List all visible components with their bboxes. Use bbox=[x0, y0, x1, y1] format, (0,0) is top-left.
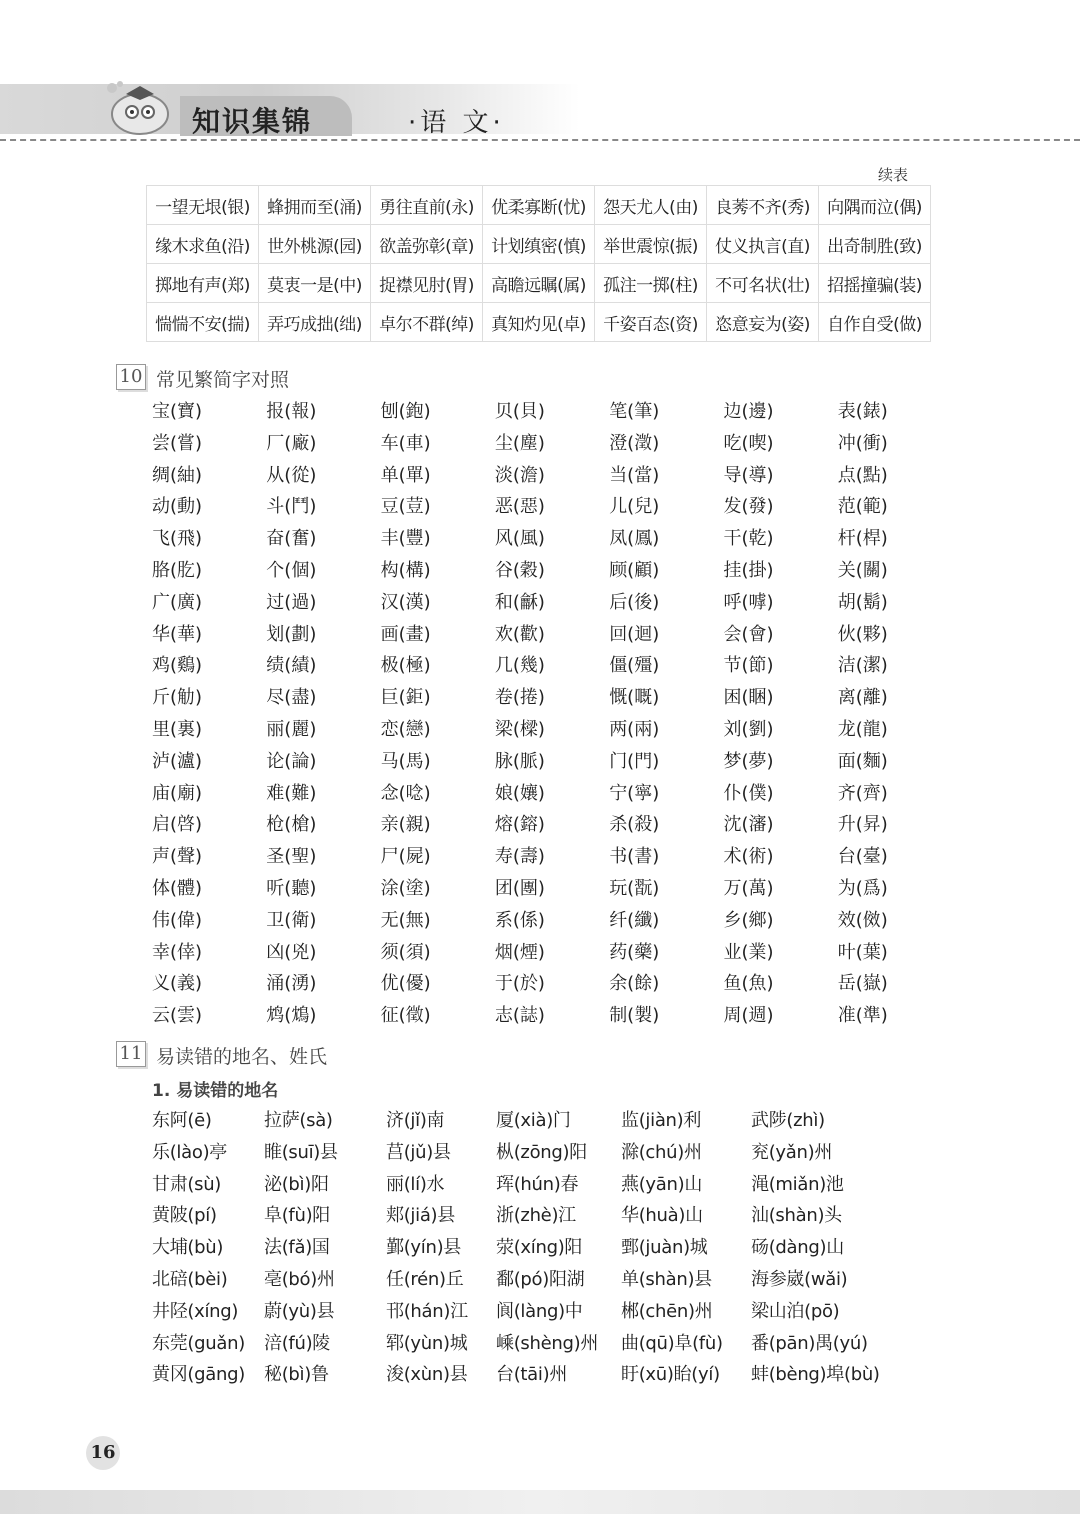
list-item: 涪(fú)陵 bbox=[264, 1332, 330, 1354]
list-item: 胡(鬍) bbox=[837, 591, 888, 613]
list-item: 万(萬) bbox=[723, 877, 774, 899]
list-item: 笔(筆) bbox=[609, 401, 660, 422]
list-item: 大埔(bù) bbox=[152, 1237, 224, 1259]
list-item: 济(jǐ)南 bbox=[386, 1110, 445, 1131]
list-item: 几(幾) bbox=[494, 655, 545, 677]
idiom-cell: 掷地有声(郑) bbox=[147, 264, 259, 303]
list-item: 冲(衝) bbox=[837, 432, 888, 454]
list-item: 巨(鉅) bbox=[380, 687, 431, 709]
list-item: 蚌(bèng)埠(bù) bbox=[751, 1364, 880, 1386]
list-item: 风(風) bbox=[494, 528, 545, 550]
list-item: 凤(鳳) bbox=[609, 528, 660, 550]
list-item: 吃(喫) bbox=[723, 432, 774, 454]
idiom-cell: 不可名状(壮) bbox=[707, 264, 819, 303]
idiom-cell: 恣意妄为(姿) bbox=[707, 303, 819, 342]
idiom-cell: 计划缜密(慎) bbox=[483, 225, 595, 264]
table-row bbox=[147, 225, 931, 264]
list-item: 汉(漢) bbox=[380, 591, 431, 613]
section-number: 11 bbox=[116, 1041, 146, 1067]
idiom-cell: 怨天尤人(由) bbox=[595, 186, 707, 225]
list-item: 鄞(yín)县 bbox=[386, 1237, 462, 1259]
list-item: 个(個) bbox=[266, 559, 317, 581]
list-item: 厂(廠) bbox=[266, 432, 317, 454]
list-item: 仆(僕) bbox=[723, 782, 774, 804]
idiom-cell: 惴惴不安(揣) bbox=[147, 303, 259, 342]
list-item: 术(術) bbox=[723, 846, 774, 868]
section-title: 易读错的地名、姓氏 bbox=[156, 1046, 328, 1068]
list-item: 业(業) bbox=[723, 941, 774, 963]
list-item: 砀(dàng)山 bbox=[751, 1237, 844, 1259]
list-item: 团(團) bbox=[494, 877, 545, 899]
list-item: 系(係) bbox=[494, 909, 545, 931]
header-divider bbox=[0, 139, 1080, 141]
list-item: 贝(貝) bbox=[494, 401, 545, 422]
list-item: 海参崴(wǎi) bbox=[751, 1268, 848, 1290]
list-item: 东阿(ē) bbox=[152, 1110, 212, 1131]
list-item: 鱼(魚) bbox=[723, 973, 774, 995]
list-item: 监(jiàn)利 bbox=[621, 1110, 702, 1131]
list-item: 斤(觔) bbox=[152, 687, 203, 709]
list-item: 启(啓) bbox=[152, 814, 203, 836]
list-item: 回(迴) bbox=[609, 623, 660, 645]
list-item: 效(傚) bbox=[837, 909, 888, 931]
list-item: 后(後) bbox=[609, 591, 660, 613]
list-item: 纤(纖) bbox=[609, 909, 660, 931]
list-item: 嵊(shèng)州 bbox=[496, 1332, 599, 1354]
list-item: 儿(兒) bbox=[609, 496, 660, 518]
list-item: 梁山泊(pō) bbox=[751, 1300, 840, 1322]
list-item: 圣(聖) bbox=[266, 846, 317, 868]
list-item: 澄(澂) bbox=[609, 432, 660, 454]
list-item: 构(構) bbox=[380, 559, 431, 581]
list-item: 为(爲) bbox=[837, 877, 888, 899]
list-item: 顾(顧) bbox=[609, 559, 660, 581]
list-item: 枞(zōng)阳 bbox=[496, 1141, 587, 1163]
list-item: 僵(殭) bbox=[609, 655, 660, 677]
list-item: 困(睏) bbox=[723, 687, 774, 709]
list-item: 涌(湧) bbox=[266, 973, 317, 995]
list-item: 法(fǎ)国 bbox=[264, 1237, 330, 1259]
list-item: 燕(yān)山 bbox=[621, 1173, 703, 1195]
list-item: 枪(槍) bbox=[266, 814, 317, 836]
idiom-cell: 一望无垠(银) bbox=[147, 186, 259, 225]
list-item: 制(製) bbox=[609, 1005, 660, 1027]
list-item: 伟(偉) bbox=[152, 909, 203, 931]
list-item: 睢(suī)县 bbox=[264, 1141, 338, 1163]
list-item: 淡(澹) bbox=[494, 464, 545, 486]
idiom-cell: 举世震惊(振) bbox=[595, 225, 707, 264]
list-item: 拉萨(sà) bbox=[264, 1110, 333, 1131]
list-item: 厦(xià)门 bbox=[496, 1110, 571, 1131]
list-item: 泌(bì)阳 bbox=[264, 1173, 329, 1195]
list-item: 伙(夥) bbox=[837, 623, 888, 645]
list-item: 任(rén)丘 bbox=[386, 1268, 464, 1290]
list-item: 恶(惡) bbox=[494, 496, 545, 518]
list-item: 杆(桿) bbox=[837, 528, 888, 550]
list-item: 药(藥) bbox=[609, 941, 660, 963]
list-item: 鸡(鷄) bbox=[152, 655, 203, 677]
list-item: 两(兩) bbox=[609, 718, 660, 740]
list-item: 番(pān)禺(yú) bbox=[751, 1332, 868, 1354]
list-item: 志(誌) bbox=[494, 1005, 545, 1027]
list-item: 极(極) bbox=[380, 655, 431, 677]
list-item: 台(tāi)州 bbox=[496, 1364, 568, 1386]
list-item: 鄄(juàn)城 bbox=[621, 1237, 708, 1259]
list-item: 黄冈(gāng) bbox=[152, 1364, 245, 1386]
list-item: 节(節) bbox=[723, 655, 774, 677]
idiom-cell: 向隅而泣(偶) bbox=[819, 186, 931, 225]
list-item: 盱(xū)眙(yí) bbox=[621, 1364, 720, 1386]
list-item: 华(huà)山 bbox=[621, 1205, 703, 1227]
list-item: 谷(穀) bbox=[494, 559, 545, 581]
list-item: 车(車) bbox=[380, 432, 431, 454]
list-item: 洁(潔) bbox=[837, 655, 888, 677]
list-item: 梁(樑) bbox=[494, 718, 545, 740]
list-item: 升(昇) bbox=[837, 814, 888, 836]
list-item: 阜(fù)阳 bbox=[264, 1205, 330, 1227]
owl-mascot-icon bbox=[104, 80, 174, 136]
list-item: 须(須) bbox=[380, 941, 431, 963]
page-number: 16 bbox=[86, 1436, 120, 1470]
list-item: 过(過) bbox=[266, 591, 317, 613]
list-item: 云(雲) bbox=[152, 1005, 203, 1027]
idiom-cell: 高瞻远瞩(属) bbox=[483, 264, 595, 303]
list-item: 绩(績) bbox=[266, 655, 317, 677]
list-item: 秘(bì)鲁 bbox=[264, 1364, 329, 1386]
list-item: 武陟(zhì) bbox=[751, 1110, 825, 1131]
list-item: 烟(煙) bbox=[494, 941, 545, 963]
list-item: 体(體) bbox=[152, 877, 203, 899]
list-item: 岳(嶽) bbox=[837, 973, 888, 995]
idiom-cell: 孤注一掷(柱) bbox=[595, 264, 707, 303]
list-item: 优(優) bbox=[380, 973, 431, 995]
list-item: 胳(肐) bbox=[152, 559, 203, 581]
list-item: 浚(xùn)县 bbox=[386, 1364, 468, 1386]
idiom-cell: 莫衷一是(中) bbox=[259, 264, 371, 303]
table-row bbox=[147, 264, 931, 303]
list-item: 沈(瀋) bbox=[723, 814, 774, 836]
list-item: 台(臺) bbox=[837, 846, 888, 868]
list-item: 渑(miǎn)池 bbox=[751, 1173, 844, 1195]
list-item: 难(難) bbox=[266, 782, 317, 804]
list-item: 荥(xíng)阳 bbox=[496, 1237, 583, 1259]
idiom-cell: 欲盖弥彰(章) bbox=[371, 225, 483, 264]
list-item: 刨(鉋) bbox=[380, 401, 431, 422]
list-item: 丰(豐) bbox=[380, 528, 431, 550]
list-item: 泸(瀘) bbox=[152, 750, 203, 772]
list-item: 鸩(鴆) bbox=[266, 1005, 317, 1027]
list-item: 绸(紬) bbox=[152, 464, 203, 486]
list-item: 叶(葉) bbox=[837, 941, 888, 963]
list-item: 娘(孃) bbox=[494, 782, 545, 804]
idiom-cell: 优柔寡断(忧) bbox=[483, 186, 595, 225]
footer-band bbox=[0, 1490, 1080, 1514]
list-item: 汕(shàn)头 bbox=[751, 1205, 842, 1227]
idiom-cell: 良莠不齐(秀) bbox=[707, 186, 819, 225]
list-item: 鄱(pó)阳湖 bbox=[496, 1268, 585, 1290]
list-item: 动(動) bbox=[152, 496, 203, 518]
list-item: 准(準) bbox=[837, 1005, 888, 1027]
table-row bbox=[147, 186, 931, 225]
subject-label: ·语 文· bbox=[408, 108, 505, 138]
list-item: 郓(yùn)城 bbox=[386, 1332, 468, 1354]
list-item: 导(導) bbox=[723, 464, 774, 486]
idiom-cell: 捉襟见肘(胃) bbox=[371, 264, 483, 303]
list-item: 书(書) bbox=[609, 846, 660, 868]
idiom-cell: 世外桃源(园) bbox=[259, 225, 371, 264]
list-item: 斗(鬥) bbox=[266, 496, 317, 518]
list-item: 尽(盡) bbox=[266, 687, 317, 709]
list-item: 义(義) bbox=[152, 973, 203, 995]
section-number: 10 bbox=[116, 364, 146, 390]
list-item: 宝(寶) bbox=[152, 401, 203, 422]
list-item: 单(單) bbox=[380, 464, 431, 486]
place-names-grid bbox=[152, 1106, 912, 1392]
idiom-cell: 招摇撞骗(装) bbox=[819, 264, 931, 303]
continued-label: 续表 bbox=[878, 166, 909, 184]
list-item: 余(餘) bbox=[609, 973, 660, 995]
list-item: 当(當) bbox=[609, 464, 660, 486]
list-item: 听(聽) bbox=[266, 877, 317, 899]
list-item: 黄陂(pí) bbox=[152, 1205, 217, 1227]
list-item: 阆(làng)中 bbox=[496, 1300, 583, 1322]
header-title: 知识集锦 bbox=[192, 105, 313, 138]
list-item: 表(錶) bbox=[837, 401, 888, 422]
traditional-chars-grid bbox=[152, 397, 952, 1033]
list-item: 声(聲) bbox=[152, 846, 203, 868]
list-item: 点(點) bbox=[837, 464, 888, 486]
list-item: 玩(翫) bbox=[609, 877, 660, 899]
list-item: 广(廣) bbox=[152, 591, 203, 613]
list-item: 杀(殺) bbox=[609, 814, 660, 836]
list-item: 凶(兇) bbox=[266, 941, 317, 963]
list-item: 齐(齊) bbox=[837, 782, 888, 804]
list-item: 熔(鎔) bbox=[494, 814, 545, 836]
idiom-cell: 弄巧成拙(绌) bbox=[259, 303, 371, 342]
list-item: 梦(夢) bbox=[723, 750, 774, 772]
idiom-cell: 出奇制胜(致) bbox=[819, 225, 931, 264]
list-item: 蔚(yù)县 bbox=[264, 1300, 335, 1322]
list-item: 尝(嘗) bbox=[152, 432, 203, 454]
list-item: 滁(chú)州 bbox=[621, 1141, 702, 1163]
list-item: 发(發) bbox=[723, 496, 774, 518]
list-item: 无(無) bbox=[380, 909, 431, 931]
list-item: 会(會) bbox=[723, 623, 774, 645]
list-item: 于(於) bbox=[494, 973, 545, 995]
section-title: 常见繁简字对照 bbox=[156, 369, 290, 391]
list-item: 关(關) bbox=[837, 559, 888, 581]
idiom-cell: 蜂拥而至(涌) bbox=[259, 186, 371, 225]
list-item: 尸(屍) bbox=[380, 846, 431, 868]
list-item: 宁(寧) bbox=[609, 782, 660, 804]
subsection-title: 1. 易读错的地名 bbox=[152, 1081, 279, 1101]
list-item: 兖(yǎn)州 bbox=[751, 1141, 833, 1163]
list-item: 周(週) bbox=[723, 1005, 774, 1027]
idiom-cell: 千姿百态(资) bbox=[595, 303, 707, 342]
list-item: 东莞(guǎn) bbox=[152, 1332, 245, 1354]
list-item: 郴(chēn)州 bbox=[621, 1300, 713, 1322]
list-item: 莒(jǔ)县 bbox=[386, 1141, 451, 1163]
list-item: 呼(嘑) bbox=[723, 591, 774, 613]
list-item: 挂(掛) bbox=[723, 559, 774, 581]
list-item: 亳(bó)州 bbox=[264, 1268, 335, 1290]
list-item: 画(畫) bbox=[380, 623, 431, 645]
list-item: 欢(歡) bbox=[494, 623, 545, 645]
idiom-cell: 自作自受(做) bbox=[819, 303, 931, 342]
idiom-table bbox=[146, 185, 931, 342]
list-item: 寿(壽) bbox=[494, 846, 545, 868]
list-item: 恋(戀) bbox=[380, 718, 431, 740]
list-item: 慨(嘅) bbox=[609, 687, 660, 709]
list-item: 北碚(bèi) bbox=[152, 1268, 228, 1290]
list-item: 乡(鄉) bbox=[723, 909, 774, 931]
list-item: 飞(飛) bbox=[152, 528, 203, 550]
list-item: 离(離) bbox=[837, 687, 888, 709]
list-item: 从(從) bbox=[266, 464, 317, 486]
list-item: 论(論) bbox=[266, 750, 317, 772]
list-item: 卷(捲) bbox=[494, 687, 545, 709]
list-item: 丽(麗) bbox=[266, 718, 317, 740]
list-item: 念(唸) bbox=[380, 782, 431, 804]
list-item: 庙(廟) bbox=[152, 782, 203, 804]
list-item: 豆(荳) bbox=[380, 496, 431, 518]
list-item: 面(麵) bbox=[837, 750, 888, 772]
list-item: 亲(親) bbox=[380, 814, 431, 836]
list-item: 幸(倖) bbox=[152, 941, 203, 963]
idiom-cell: 勇往直前(永) bbox=[371, 186, 483, 225]
list-item: 浙(zhè)江 bbox=[496, 1205, 576, 1227]
list-item: 郏(jiá)县 bbox=[386, 1205, 455, 1227]
list-item: 刘(劉) bbox=[723, 718, 774, 740]
idiom-cell: 仗义执言(直) bbox=[707, 225, 819, 264]
table-row bbox=[147, 303, 931, 342]
list-item: 曲(qū)阜(fù) bbox=[621, 1332, 723, 1354]
list-item: 乐(lào)亭 bbox=[152, 1141, 227, 1163]
list-item: 珲(hún)春 bbox=[496, 1173, 579, 1195]
list-item: 卫(衛) bbox=[266, 909, 317, 931]
list-item: 脉(脈) bbox=[494, 750, 545, 772]
list-item: 里(裏) bbox=[152, 718, 203, 740]
list-item: 马(馬) bbox=[380, 750, 431, 772]
list-item: 龙(龍) bbox=[837, 718, 888, 740]
list-item: 门(門) bbox=[609, 750, 660, 772]
list-item: 范(範) bbox=[837, 496, 888, 518]
list-item: 涂(塗) bbox=[380, 877, 431, 899]
list-item: 单(shàn)县 bbox=[621, 1268, 712, 1290]
list-item: 干(乾) bbox=[723, 528, 774, 550]
list-item: 丽(lí)水 bbox=[386, 1173, 445, 1195]
list-item: 划(劃) bbox=[266, 623, 317, 645]
list-item: 报(報) bbox=[266, 401, 317, 422]
list-item: 尘(塵) bbox=[494, 432, 545, 454]
list-item: 边(邊) bbox=[723, 401, 774, 422]
idiom-cell: 缘木求鱼(沿) bbox=[147, 225, 259, 264]
list-item: 奋(奮) bbox=[266, 528, 317, 550]
list-item: 华(華) bbox=[152, 623, 203, 645]
idiom-cell: 真知灼见(卓) bbox=[483, 303, 595, 342]
list-item: 征(徵) bbox=[380, 1005, 431, 1027]
list-item: 和(龢) bbox=[494, 591, 545, 613]
idiom-cell: 卓尔不群(绰) bbox=[371, 303, 483, 342]
list-item: 井陉(xíng) bbox=[152, 1300, 239, 1322]
list-item: 甘肃(sù) bbox=[152, 1173, 222, 1195]
list-item: 邗(hán)江 bbox=[386, 1300, 468, 1322]
